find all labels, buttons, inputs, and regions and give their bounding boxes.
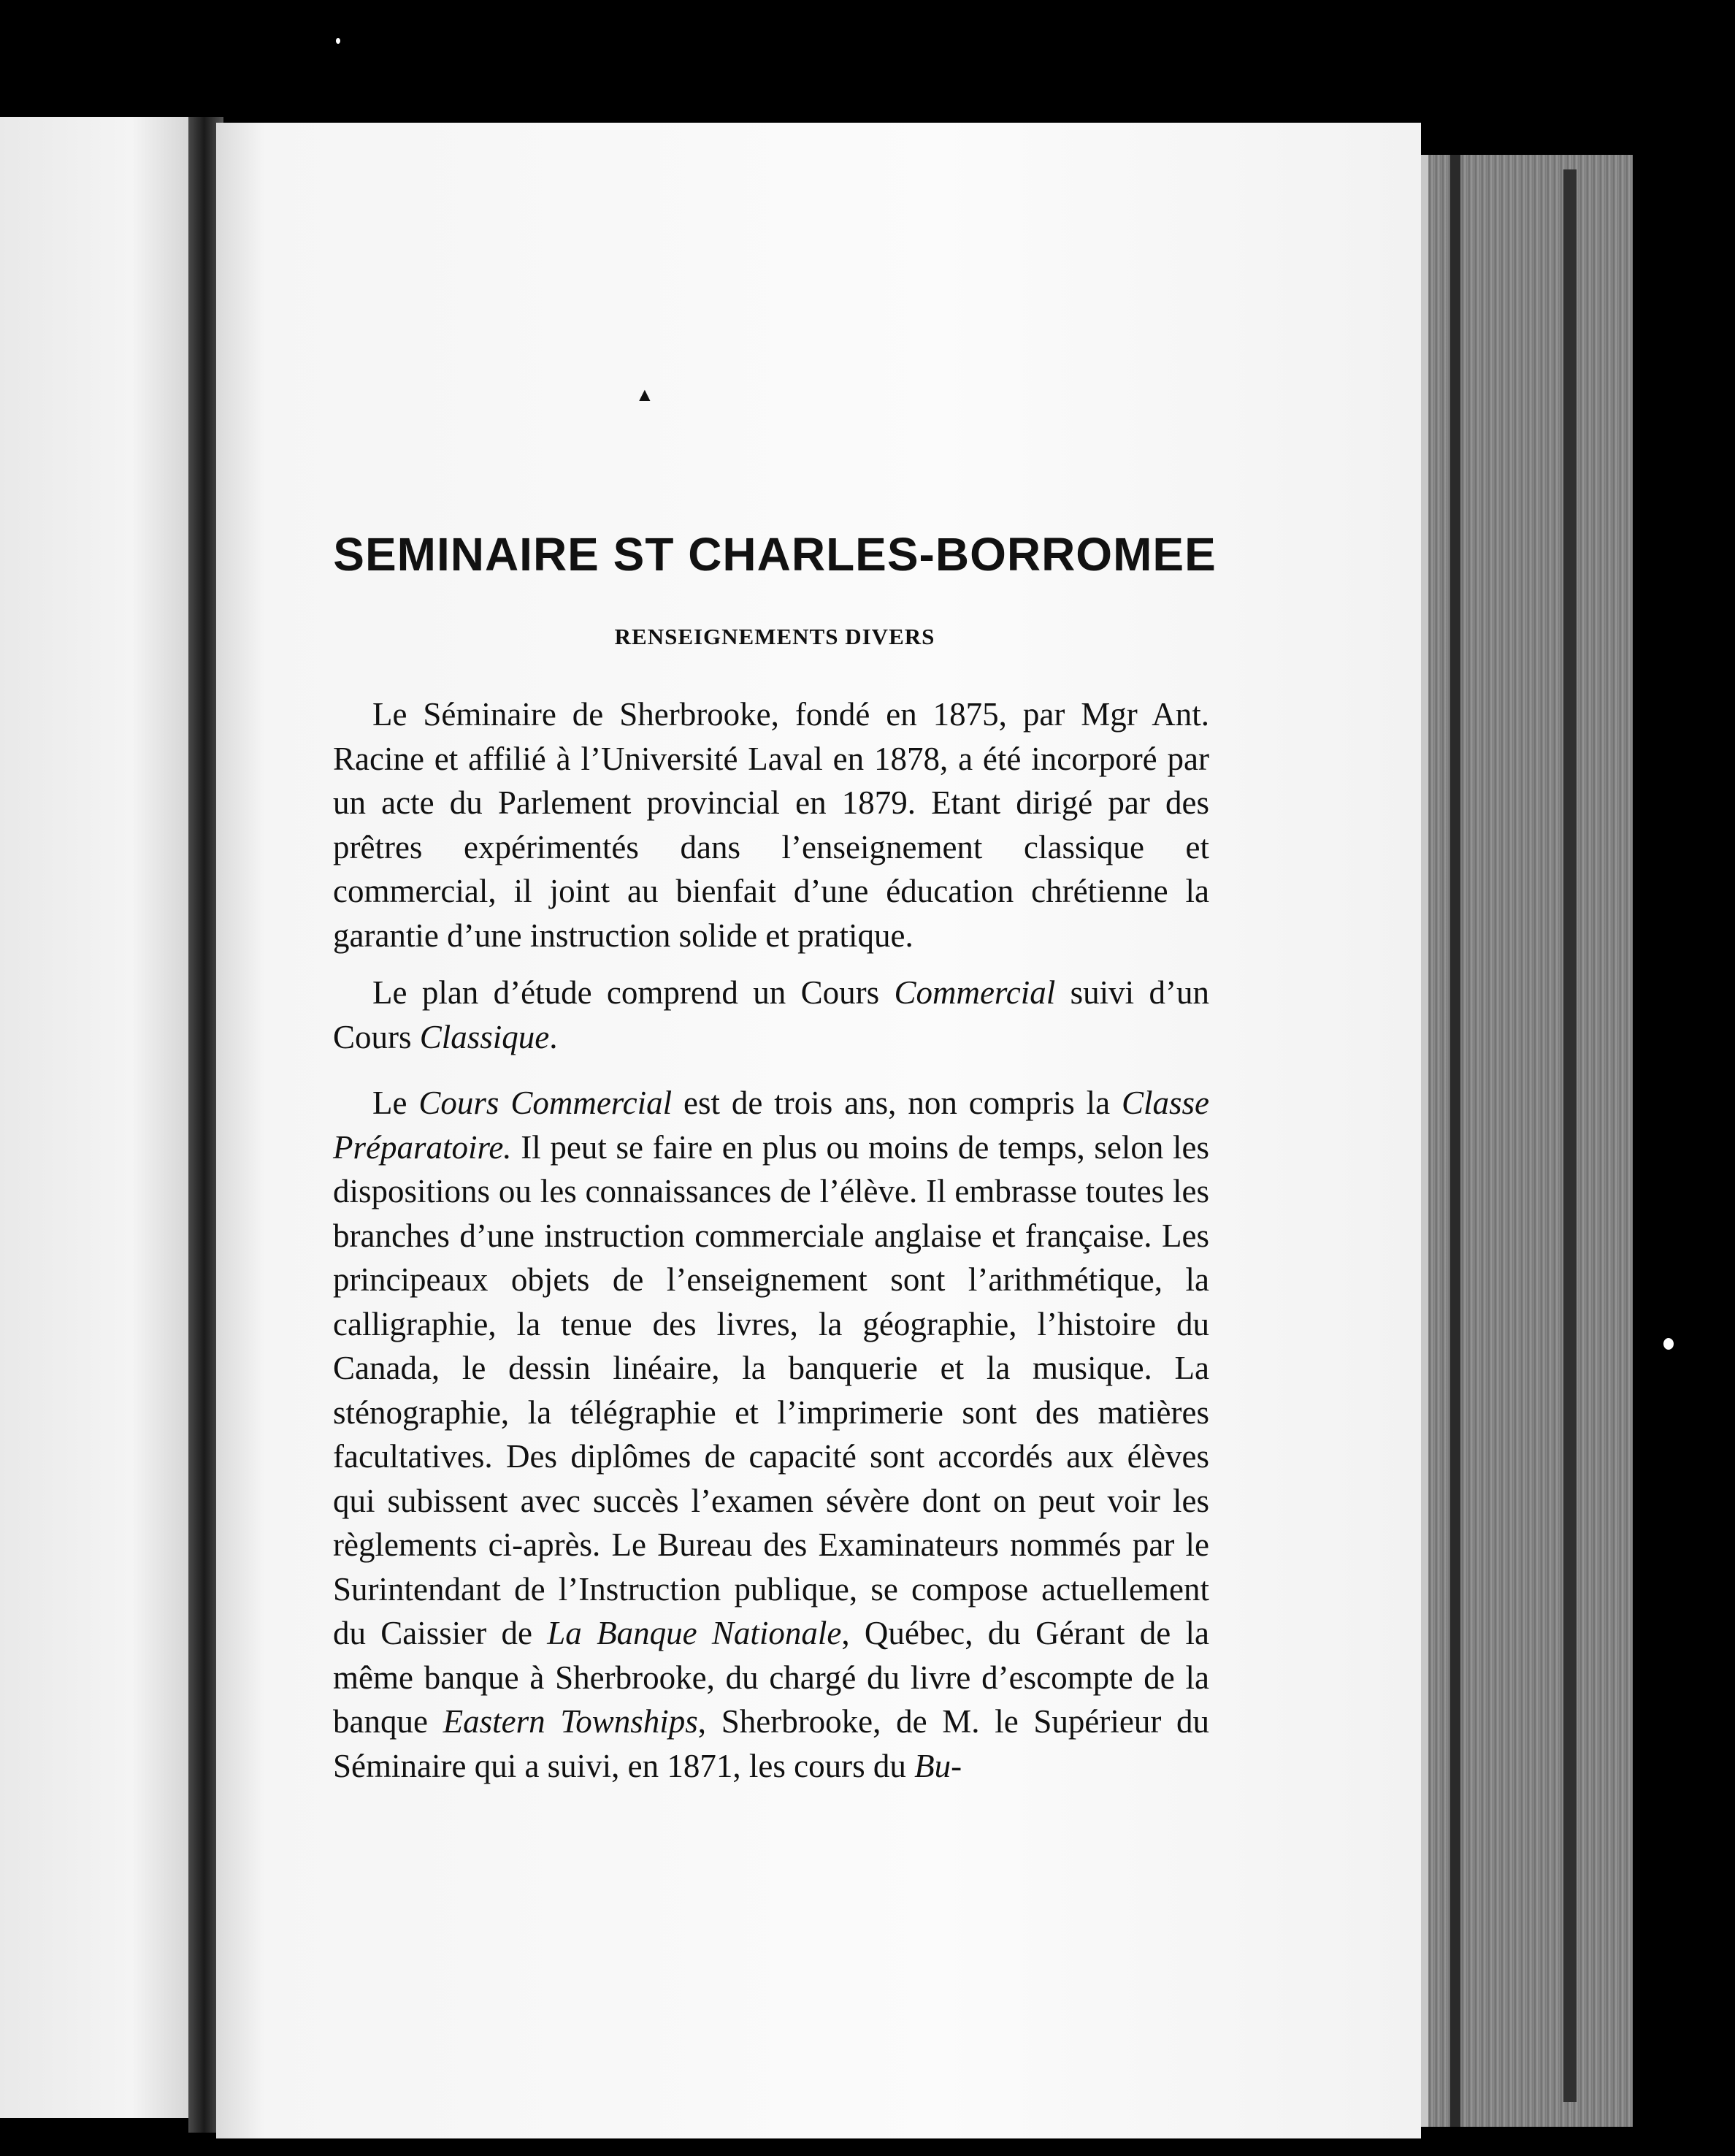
italic-segment: Classe Préparatoire.	[333, 1085, 1210, 1166]
italic-segment: Cours Commercial	[418, 1085, 673, 1121]
text-segment: Le plan d’étude comprend un Cours	[372, 974, 895, 1011]
italic-segment: Classique	[419, 1018, 550, 1055]
section-subtitle: RENSEIGNEMENTS DIVERS	[614, 624, 935, 649]
text-segment: .	[549, 1018, 558, 1055]
dust-speck	[1663, 1338, 1674, 1350]
text-segment: Le Séminaire de Sherbrooke, fondé en 1875, par Mgr Ant. Racine et affilié à l’Université Laval en 1878, a été incorporé par un acte du Parlement provincial en 1879. Etant dirigé par des prêtres expérimentés dans l’enseignement classique et commercial, il joint au bienfait d’une éducation chrétienne la garantie d’une instruction solide et pratique.	[333, 696, 1209, 954]
page-title: SEMINAIRE ST CHARLES-BORROMEE	[333, 528, 1217, 581]
text-segment: , Sherbrooke, de M. le Supérieur du Séminaire qui a suivi, en 1871, les cours du	[333, 1703, 1209, 1784]
italic-segment: Eastern Townships	[443, 1703, 698, 1740]
printer-mark: ▲	[635, 384, 654, 405]
text-segment: , Québec, du Gérant de la même banque à Sherbrooke, du chargé du livre d’escompte de la banque	[333, 1615, 1210, 1740]
body-text	[333, 692, 1209, 1788]
page-fore-edge	[1421, 155, 1633, 2127]
previous-page-fragment	[0, 117, 188, 2118]
text-segment: Il peut se faire en plus ou moins de temps, selon les dispositions ou les connaissances de l’élève. Il embrasse toutes les branches d’une instruction commerciale anglaise et française. Les principeaux objets de l’enseignement sont l’arithmétique, la calligraphie, la tenue des livres, la géographie, l’histoire du Canada, le dessin linéaire, la banquerie et la musique. La sténographie, la télégraphie et l’imprimerie sont des matières facultatives. Des diplômes de capacité sont accordés aux élèves qui subissent avec succès l’examen sévère dont on peut voir les règlements ci-après. Le Bureau des Examinateurs nommés par le Surintendant de l’Instruction publique, se compose actuellement du Caissier de	[333, 1128, 1209, 1651]
paragraph	[333, 692, 1209, 957]
dust-speck	[336, 38, 340, 44]
paragraph	[333, 1081, 1209, 1788]
text-segment: Le	[372, 1085, 419, 1121]
text-segment: est de trois ans, non compris la	[672, 1085, 1122, 1121]
text-segment: suivi d’un Cours	[333, 974, 1209, 1055]
italic-segment: Commercial	[894, 974, 1056, 1011]
italic-segment: Bu-	[914, 1747, 962, 1784]
italic-segment: La Banque Nationale	[547, 1615, 842, 1651]
paragraph	[333, 971, 1209, 1059]
